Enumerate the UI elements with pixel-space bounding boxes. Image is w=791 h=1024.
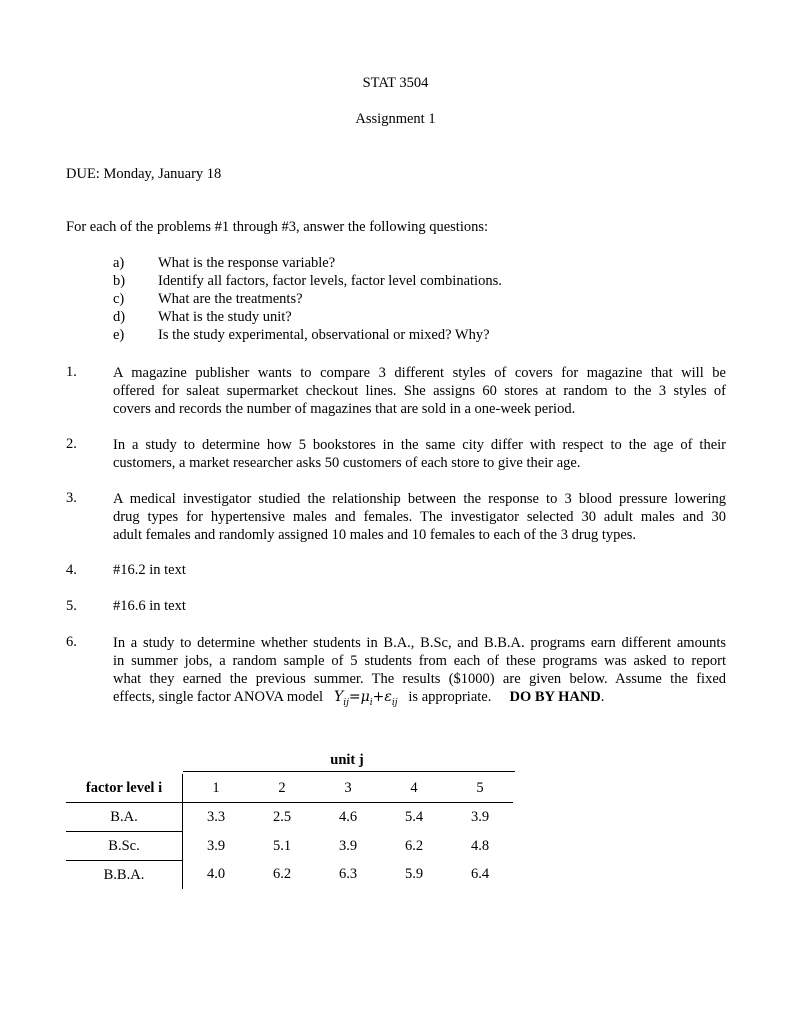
problem-line-model (113, 688, 726, 706)
instructions: For each of the problems #1 through #3, answer the following questions: (66, 219, 489, 235)
problem-line: adult females and randomly assigned 10 males and 10 females to each of the 3 drug types. (113, 527, 637, 543)
problem-line: drug types for hypertensive males and females. The investigator selected 30 adult males and 30 (113, 509, 726, 525)
question-text: Is the study experimental, observational or mixed? Why? (158, 327, 490, 343)
table-row (66, 803, 513, 832)
problem-line: customers, a market researcher asks 50 customers of each store to give their age. (113, 455, 581, 471)
table-cell: 6.2 (404, 837, 424, 854)
problem-line: offered for saleat supermarket checkout lines. She assigns 60 stores at random to the 3 styles of (113, 383, 726, 399)
model-y: Y (333, 689, 344, 705)
model-suffix: is appropriate. (408, 689, 492, 705)
assignment-title: Assignment 1 (355, 111, 436, 127)
question-letter: b) (113, 273, 126, 289)
problem-line: A medical investigator studied the relationship between the response to 3 blood pressure lowering (113, 491, 726, 507)
problem-number: 2. (66, 436, 77, 452)
model-prefix: effects, single factor ANOVA model (113, 689, 324, 705)
problem-text (113, 490, 726, 544)
problem-number: 6. (66, 634, 77, 650)
problem-line: covers and records the number of magazines that are sold in a one-week period. (113, 401, 576, 417)
question-letter: c) (113, 291, 125, 307)
question-text: What is the study unit? (158, 309, 292, 325)
problem-line: In a study to determine whether students in B.A., B.Sc, and B.B.A. programs earn different amounts (113, 635, 726, 651)
model-mu: μ (360, 689, 370, 705)
table-cell: 3.9 (338, 837, 358, 854)
table-header-rule (183, 771, 515, 772)
row-label: B.A. (66, 803, 183, 832)
row-label: B.Sc. (66, 832, 183, 861)
problem-number: 1. (66, 364, 77, 380)
problem-line: what they earned the previous summer. The results ($1000) are given below. Assume the fixed (113, 671, 726, 687)
table-cell: 3.9 (206, 837, 226, 854)
table-cell: 3.3 (206, 808, 226, 825)
problem-text: #16.2 in text (113, 562, 186, 578)
model-y-sub: ij (343, 697, 349, 708)
model-plus: + (372, 689, 385, 705)
model-epsilon-sub: ij (391, 697, 398, 708)
row-label: B.B.A. (66, 861, 183, 890)
table-cell: 4.0 (206, 866, 226, 883)
problem-text: #16.6 in text (113, 598, 186, 614)
question-letter: e) (113, 327, 125, 343)
question-text: What is the response variable? (158, 255, 336, 271)
table-cell: 5.4 (404, 808, 424, 825)
column-header: 3 (315, 774, 381, 803)
question-letter: a) (113, 255, 125, 271)
table-header-row (66, 774, 513, 803)
problem-text (113, 436, 726, 472)
table-cell: 5.9 (404, 866, 424, 883)
problem-number: 4. (66, 562, 77, 578)
table-cell: 3.9 (470, 808, 490, 825)
question-letter: d) (113, 309, 126, 325)
table-cell: 6.4 (470, 866, 490, 883)
problem-line: In a study to determine how 5 bookstores in the same city differ with respect to the age of their (113, 437, 726, 453)
problem-line: A magazine publisher wants to compare 3 different styles of covers for magazine that will be (113, 365, 726, 381)
due-date: DUE: Monday, January 18 (66, 166, 222, 182)
data-table (66, 774, 513, 889)
column-header: 4 (381, 774, 447, 803)
table-column-group-label: unit j (330, 752, 364, 768)
problem-text (113, 634, 726, 706)
table-cell: 6.3 (338, 866, 358, 883)
problem-text (113, 364, 726, 418)
model-mu-sub: i (369, 697, 373, 708)
column-header: 1 (183, 774, 250, 803)
column-header: 2 (249, 774, 315, 803)
table-row (66, 832, 513, 861)
table-row (66, 861, 513, 890)
anova-model-equation (333, 689, 398, 708)
table-cell: 5.1 (272, 837, 292, 854)
table-cell: 2.5 (272, 808, 292, 825)
question-text: Identify all factors, factor levels, factor level combinations. (158, 273, 502, 289)
problem-line: in summer jobs, a random sample of 5 students from each of these programs was asked to report (113, 653, 726, 669)
column-header: 5 (447, 774, 513, 803)
do-by-hand-emphasis: DO BY HAND (509, 689, 601, 705)
table-cell: 4.6 (338, 808, 358, 825)
row-header-label: factor level i (66, 774, 183, 803)
emphasis-period: . (600, 689, 605, 705)
model-epsilon: ε (384, 689, 392, 705)
problem-number: 5. (66, 598, 77, 614)
table-cell: 4.8 (470, 837, 490, 854)
model-equals: = (348, 689, 361, 705)
problem-number: 3. (66, 490, 77, 506)
table-cell: 6.2 (272, 866, 292, 883)
course-title: STAT 3504 (362, 75, 429, 91)
question-text: What are the treatments? (158, 291, 303, 307)
